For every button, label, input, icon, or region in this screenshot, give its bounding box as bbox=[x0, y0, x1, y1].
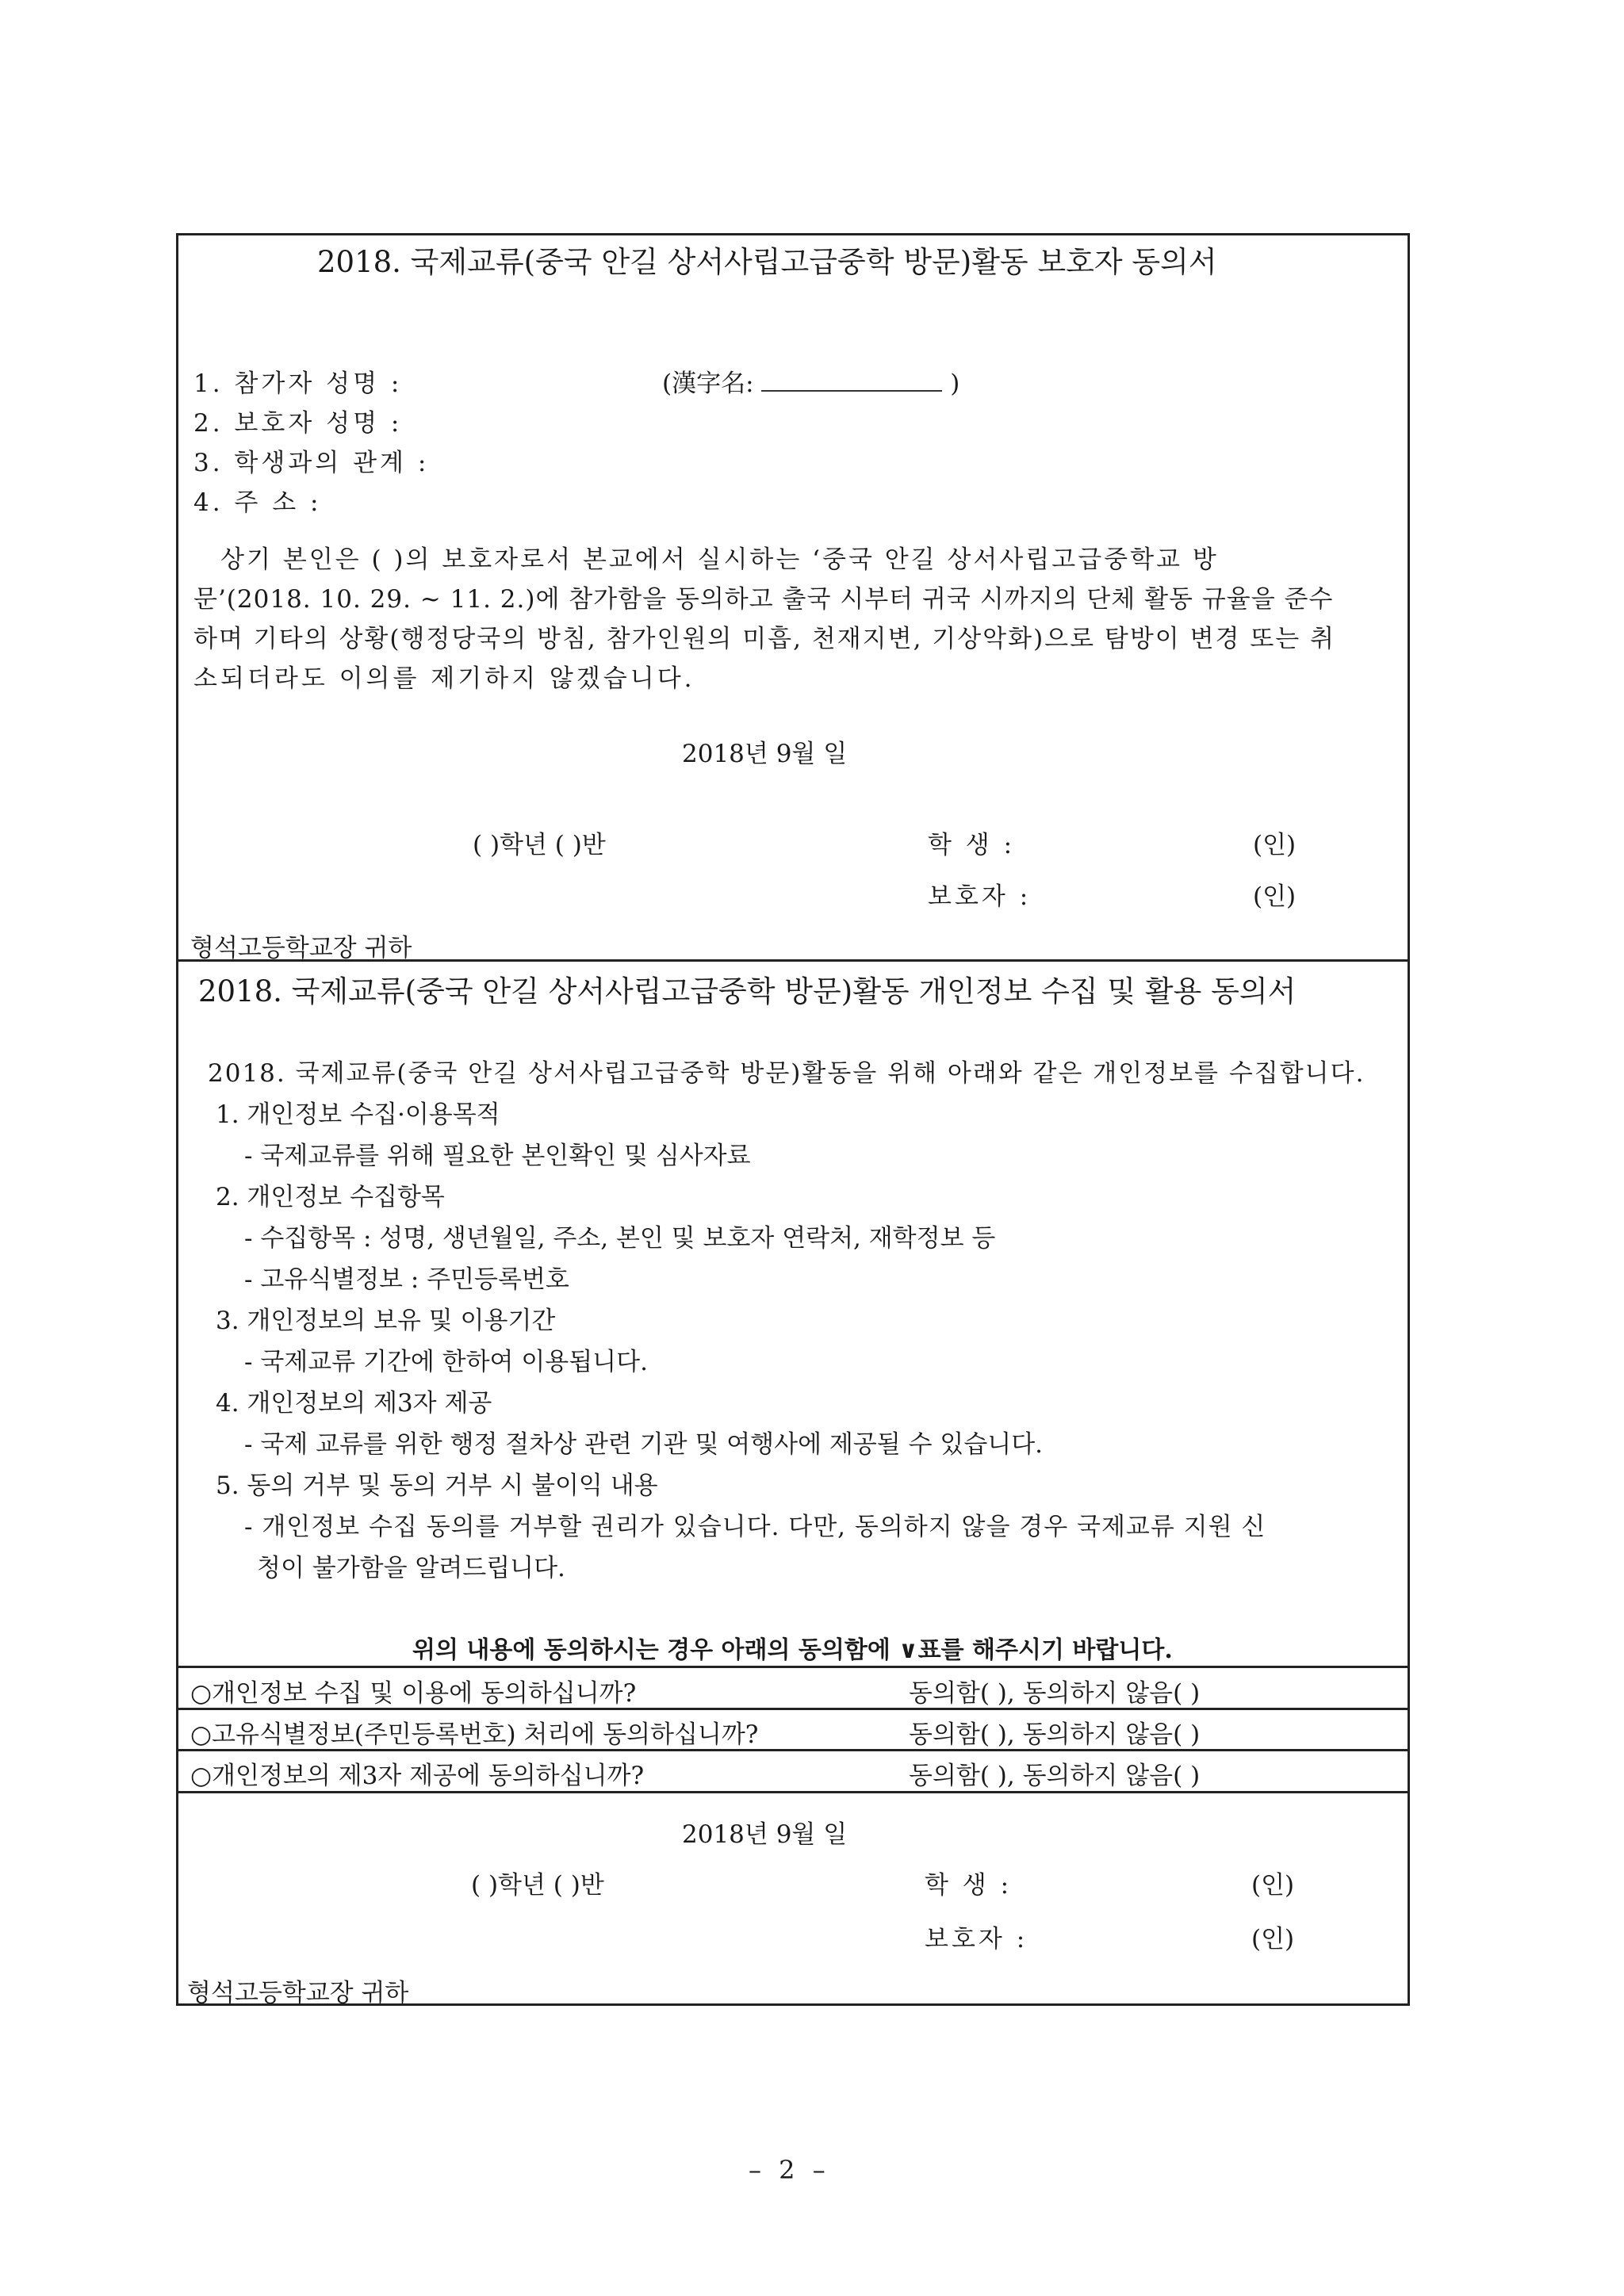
consent-table-bottom-rule bbox=[176, 1791, 1410, 1793]
hanja-label: (漢字名: bbox=[662, 369, 754, 398]
form2-intro: 2018. 국제교류(중국 안길 상서사립고급중학 방문)활동을 위해 아래와 같은 개인정보를 수집합니다. bbox=[208, 1059, 1365, 1088]
form1-class-line: ( )학년 ( )반 bbox=[473, 831, 606, 859]
form1-paragraph-line-3: 하며 기타의 상황(행정당국의 방침, 참가인원의 미흡, 천재지변, 기상악화)으로 탐방이 변경 또는 취 bbox=[193, 625, 1336, 653]
consent-options-2[interactable]: 동의함( ), 동의하지 않음( ) bbox=[909, 1720, 1201, 1749]
consent-question-3: ○개인정보의 제3자 제공에 동의하십니까? bbox=[190, 1762, 645, 1790]
form1-student-seal: (인) bbox=[1253, 831, 1297, 859]
form2-item-1-detail: - 국제교류를 위해 필요한 본인확인 및 심사자료 bbox=[244, 1142, 751, 1170]
form1-addressee: 형석고등학교장 귀하 bbox=[190, 934, 412, 962]
form1-field-guardian: 2. 보호자 성명 : bbox=[193, 409, 403, 438]
consent-options-3[interactable]: 동의함( ), 동의하지 않음( ) bbox=[909, 1762, 1201, 1790]
consent-question-2: ○고유식별정보(주민등록번호) 처리에 동의하십니까? bbox=[190, 1720, 759, 1749]
form2-student-label: 학 생 : bbox=[925, 1871, 1013, 1900]
hanja-close: ) bbox=[950, 369, 960, 398]
form1-field-relationship: 3. 학생과의 관계 : bbox=[193, 449, 430, 477]
form2-item-2-detail-b: - 고유식별정보 : 주민등록번호 bbox=[244, 1265, 569, 1294]
form2-item-5-detail-a: - 개인정보 수집 동의를 거부할 권리가 있습니다. 다만, 동의하지 않을 경우 국제교류 지원 신 bbox=[244, 1513, 1266, 1541]
form2-item-4-heading: 4. 개인정보의 제3자 제공 bbox=[216, 1389, 492, 1418]
form1-field-participant: 1. 참가자 성명 : bbox=[193, 369, 403, 398]
form2-addressee: 형석고등학교장 귀하 bbox=[187, 1979, 409, 2007]
form2-item-5-heading: 5. 동의 거부 및 동의 거부 시 불이익 내용 bbox=[216, 1471, 658, 1500]
form1-hanja-name bbox=[662, 363, 959, 399]
form2-item-3-detail: - 국제교류 기간에 한하여 이용됩니다. bbox=[244, 1348, 648, 1376]
form1-student-label: 학 생 : bbox=[928, 831, 1016, 859]
form1-paragraph-line-1: 상기 본인은 ( )의 보호자로서 본교에서 실시하는 ‘중국 안길 상서사립고급중학교 방 bbox=[220, 545, 1219, 574]
form2-item-5-detail-b: 청이 불가함을 알려드립니다. bbox=[257, 1554, 565, 1582]
form2-guardian-label: 보호자 : bbox=[925, 1925, 1028, 1954]
form1-paragraph-line-4: 소되더라도 이의를 제기하지 않겠습니다. bbox=[193, 664, 695, 693]
form1-paragraph-line-2: 문’(2018. 10. 29. ~ 11. 2.)에 참가함을 동의하고 출국 시부터 귀국 시까지의 단체 활동 규율을 준수 bbox=[193, 585, 1334, 614]
form2-guardian-seal: (인) bbox=[1251, 1925, 1295, 1954]
form2-title: 2018. 국제교류(중국 안길 상서사립고급중학 방문)활동 개인정보 수집 및 활용 동의서 bbox=[198, 974, 1297, 1008]
form2-class-line: ( )학년 ( )반 bbox=[471, 1871, 604, 1900]
form2-item-1-heading: 1. 개인정보 수집·이용목적 bbox=[216, 1100, 500, 1129]
form1-title: 2018. 국제교류(중국 안길 상서사립고급중학 방문)활동 보호자 동의서 bbox=[317, 245, 1217, 279]
form2-item-2-heading: 2. 개인정보 수집항목 bbox=[216, 1183, 445, 1211]
form2-item-2-detail-a: - 수집항목 : 성명, 생년월일, 주소, 본인 및 보호자 연락처, 재학정보 등 bbox=[244, 1224, 996, 1253]
consent-options-1[interactable]: 동의함( ), 동의하지 않음( ) bbox=[909, 1679, 1201, 1708]
form2-item-4-detail: - 국제 교류를 위한 행정 절차상 관련 기관 및 여행사에 제공될 수 있습니다. bbox=[244, 1430, 1044, 1459]
form2-instruction: 위의 내용에 동의하시는 경우 아래의 동의함에 ∨표를 해주시기 바랍니다. bbox=[412, 1636, 1173, 1664]
form2-date: 2018년 9월 일 bbox=[682, 1820, 848, 1849]
form2-item-3-heading: 3. 개인정보의 보유 및 이용기간 bbox=[216, 1307, 556, 1335]
form1-guardian-seal: (인) bbox=[1253, 882, 1297, 911]
consent-table-top-rule bbox=[176, 1666, 1410, 1668]
consent-question-1: ○개인정보 수집 및 이용에 동의하십니까? bbox=[190, 1679, 637, 1708]
page-number: – 2 – bbox=[749, 2155, 830, 2185]
hanja-name-blank bbox=[761, 369, 942, 392]
form1-date: 2018년 9월 일 bbox=[682, 740, 848, 768]
form2-student-seal: (인) bbox=[1251, 1871, 1295, 1900]
form1-guardian-label: 보호자 : bbox=[928, 882, 1032, 911]
form1-field-address: 4. 주 소 : bbox=[193, 488, 322, 517]
